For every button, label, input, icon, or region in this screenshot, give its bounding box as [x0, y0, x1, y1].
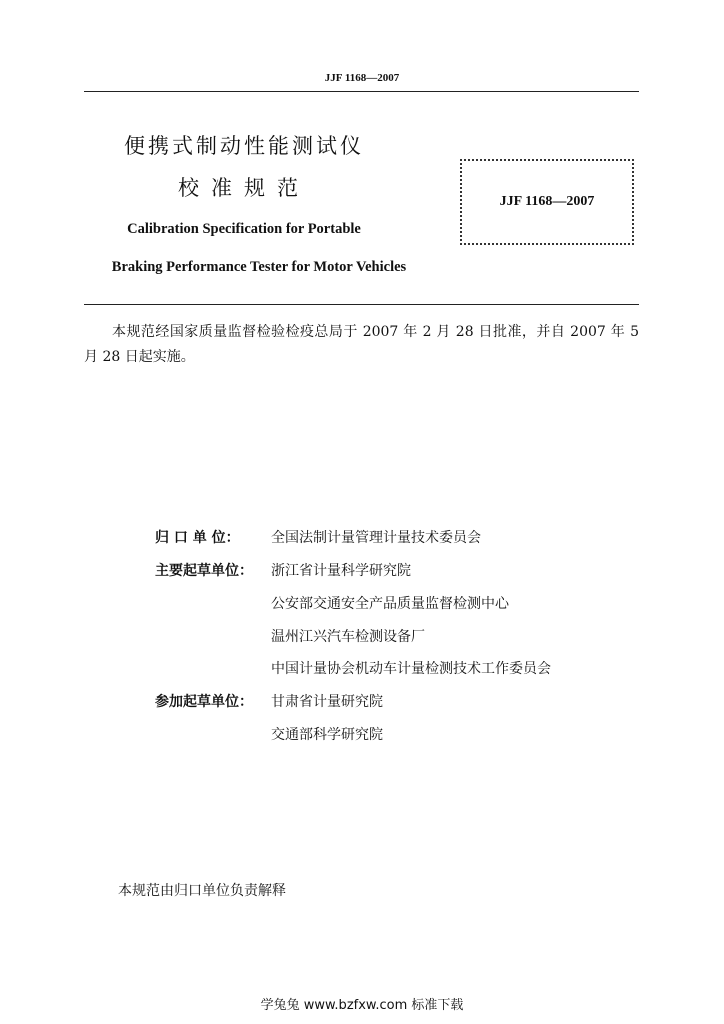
org-label-participating: 参加起草单位：	[155, 694, 253, 710]
title-divider	[84, 304, 639, 305]
title-english-line2: Braking Performance Tester for Motor Vehicles	[111, 259, 407, 275]
header-divider	[84, 91, 639, 92]
org-value: 全国法制计量管理计量技术委员会	[271, 530, 481, 546]
title-chinese-line1: 便携式制动性能测试仪	[124, 134, 364, 158]
org-row-responsible	[155, 527, 481, 547]
org-value: 甘肃省计量研究院	[271, 694, 383, 710]
org-value: 交通部科学研究院	[271, 727, 383, 743]
org-label-main-drafting: 主要起草单位：	[155, 563, 253, 579]
title-english-line1: Calibration Specification for Portable	[127, 221, 361, 237]
org-value: 中国计量协会机动车计量检测技术工作委员会	[271, 661, 551, 677]
org-value: 浙江省计量科学研究院	[271, 563, 411, 579]
footer-watermark: 学兔兔 www.bzfxw.com 标准下载	[260, 998, 464, 1013]
title-chinese-line2: 校准规范	[178, 176, 310, 200]
org-value: 公安部交通安全产品质量监督检测中心	[271, 596, 509, 612]
org-row-participating	[155, 691, 383, 711]
org-row-main-drafting	[155, 560, 411, 580]
org-value: 温州江兴汽车检测设备厂	[271, 629, 425, 645]
standard-code-box	[460, 159, 634, 245]
standard-code-text: JJF 1168—2007	[499, 194, 595, 209]
interpretation-note: 本规范由归口单位负责解释	[118, 883, 286, 899]
org-label-responsible: 归 口 单 位：	[155, 530, 240, 546]
header-standard-code: JJF 1168—2007	[324, 72, 400, 84]
approval-statement: 本规范经国家质量监督检验检疫总局于 2007 年 2 月 28 日批准，并自 2007 年 5 月 28 日起实施。	[84, 324, 639, 365]
